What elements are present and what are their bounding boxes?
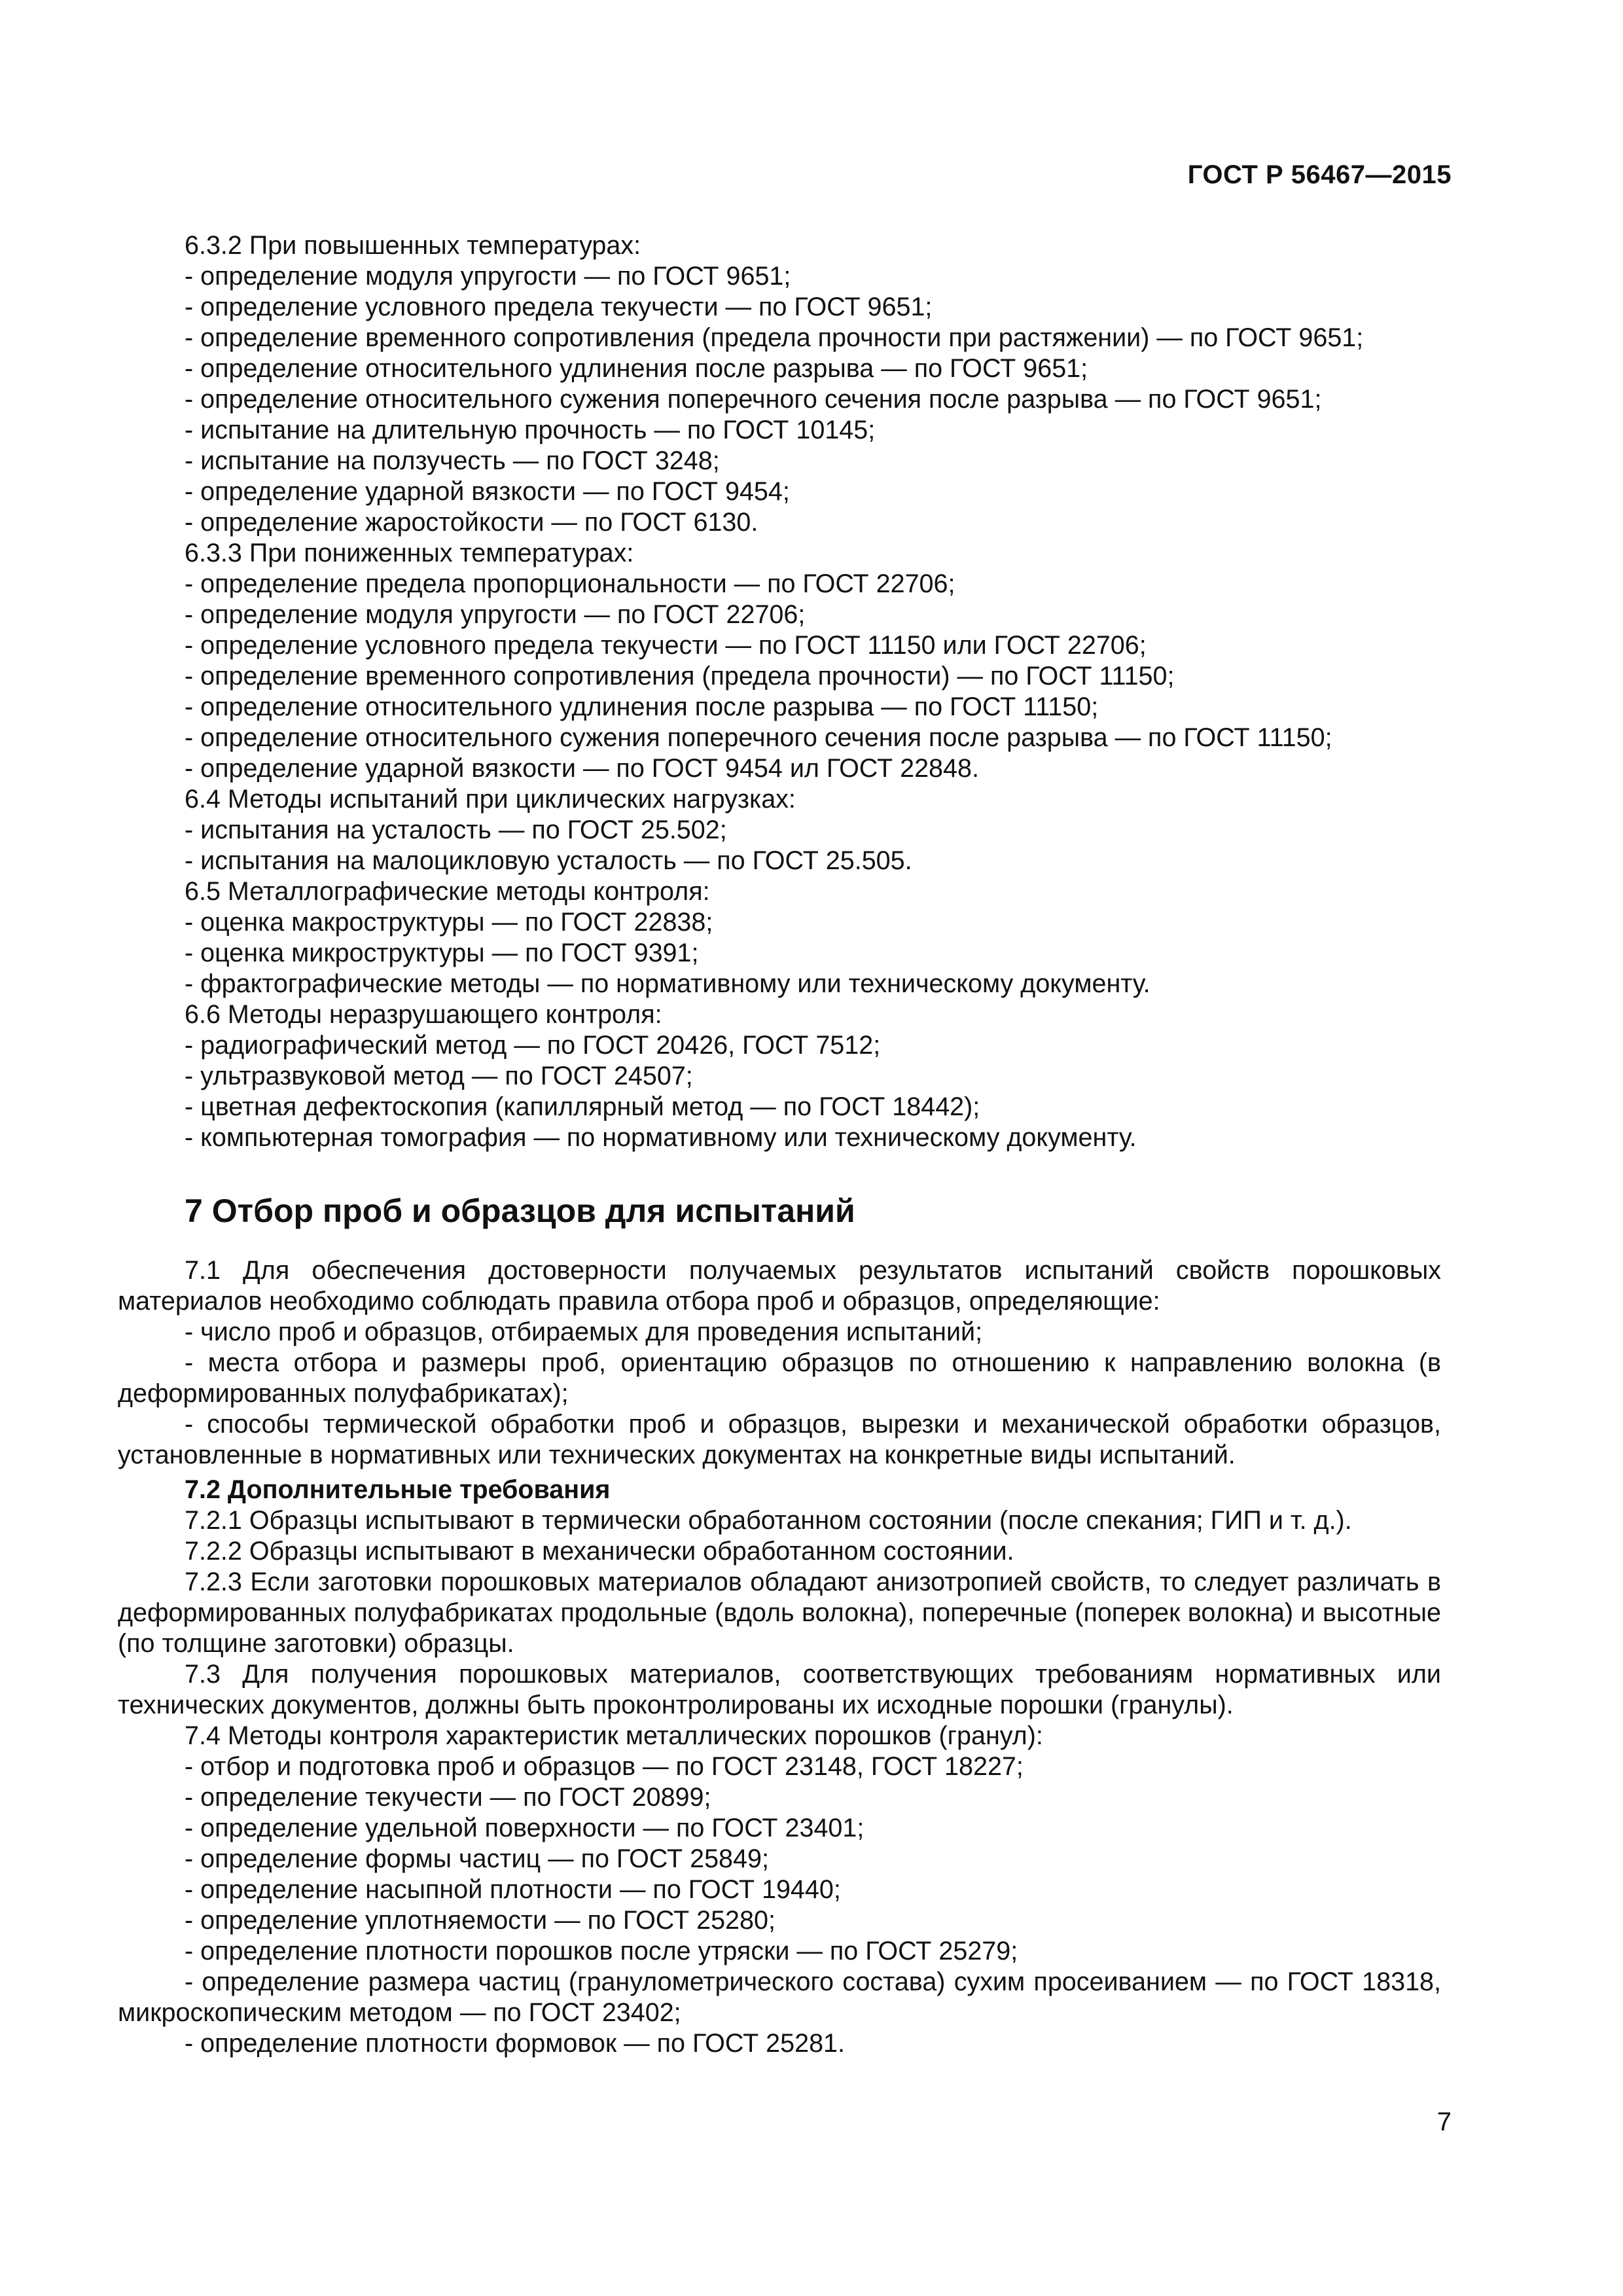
clause-7-2-heading: 7.2 Дополнительные требования: [185, 1475, 611, 1504]
list-item: - определение относительного удлинения после разрыва — по ГОСТ 11150;: [185, 692, 1099, 721]
list-item: - определение плотности формовок — по ГОСТ 25281.: [185, 2029, 845, 2058]
list-item: - испытание на ползучесть — по ГОСТ 3248;: [185, 446, 720, 475]
list-item: - определение плотности порошков после утряски — по ГОСТ 25279;: [185, 1937, 1018, 1965]
clause-7-1: 7.1 Для обеспечения достоверности получаемых результатов испытаний свойств порошковых материалов необходимо соблюдать правила отбора проб и образцов, определяющие:: [118, 1256, 1441, 1316]
list-item: - определение временного сопротивления (предела прочности при растяжении) — по ГОСТ 9651;: [185, 323, 1364, 352]
list-item: - определение условного предела текучести — по ГОСТ 11150 или ГОСТ 22706;: [185, 631, 1147, 660]
clause-6-6: 6.6 Методы неразрушающего контроля:: [185, 1000, 662, 1029]
list-item: - испытания на малоцикловую усталость — по ГОСТ 25.505.: [185, 846, 912, 875]
list-item: - компьютерная томография — по нормативному или техническому документу.: [185, 1123, 1137, 1152]
clause-6-5: 6.5 Металлографические методы контроля:: [185, 877, 710, 906]
list-item: - определение удельной поверхности — по ГОСТ 23401;: [185, 1814, 865, 1842]
clause-6-3-2: 6.3.2 При повышенных температурах:: [185, 231, 641, 260]
list-item: - определение предела пропорциональности — по ГОСТ 22706;: [185, 569, 955, 598]
list-item: - число проб и образцов, отбираемых для проведения испытаний;: [185, 1318, 983, 1346]
list-item: - определение уплотняемости — по ГОСТ 25280;: [185, 1906, 776, 1935]
clause-6-4: 6.4 Методы испытаний при циклических нагрузках:: [185, 785, 796, 814]
list-item: - определение текучести — по ГОСТ 20899;: [185, 1783, 711, 1812]
list-item: - определение ударной вязкости — по ГОСТ 9454 ил ГОСТ 22848.: [185, 754, 979, 783]
list-item: - оценка микроструктуры — по ГОСТ 9391;: [185, 939, 699, 967]
list-item: - определение относительного удлинения после разрыва — по ГОСТ 9651;: [185, 354, 1088, 383]
clause-7-2-1: 7.2.1 Образцы испытывают в термически обработанном состоянии (после спекания; ГИП и т. д.).: [185, 1506, 1352, 1535]
list-item: - определение ударной вязкости — по ГОСТ 9454;: [185, 477, 790, 506]
clause-7-4: 7.4 Методы контроля характеристик металлических порошков (гранул):: [185, 1721, 1043, 1750]
list-item: - отбор и подготовка проб и образцов — по ГОСТ 23148, ГОСТ 18227;: [185, 1752, 1024, 1781]
page-number: 7: [1436, 2108, 1452, 2136]
list-item: - определение формы частиц — по ГОСТ 25849;: [185, 1844, 769, 1873]
list-item: - определение модуля упругости — по ГОСТ 22706;: [185, 600, 806, 629]
list-item: - определение жаростойкости — по ГОСТ 6130.: [185, 508, 758, 537]
list-item: - испытание на длительную прочность — по ГОСТ 10145;: [185, 416, 876, 444]
list-item: - определение условного предела текучести — по ГОСТ 9651;: [185, 293, 933, 321]
list-item: - определение модуля упругости — по ГОСТ 9651;: [185, 262, 791, 291]
clause-7-2-3: 7.2.3 Если заготовки порошковых материалов обладают анизотропией свойств, то следует различать в деформированных полуфабрикатах продольные (вдоль волокна), поперечные (поперек волокна) и высотные (по толщине заготовки) образцы.: [118, 1568, 1441, 1658]
list-item: - места отбора и размеры проб, ориентацию образцов по отношению к направлению волокна (в деформированных полуфабрикатах);: [118, 1348, 1441, 1408]
list-item: - определение размера частиц (гранулометрического состава) сухим просеиванием — по ГОСТ 18318, микроскопическим методом — по ГОСТ 23402;: [118, 1967, 1441, 2027]
list-item: - определение относительного сужения поперечного сечения после разрыва — по ГОСТ 9651;: [185, 385, 1322, 414]
document-body: [118, 230, 1441, 2059]
list-item: - цветная дефектоскопия (капиллярный метод — по ГОСТ 18442);: [185, 1092, 980, 1121]
list-item: - испытания на усталость — по ГОСТ 25.502;: [185, 816, 727, 844]
clause-6-3-3: 6.3.3 При пониженных температурах:: [185, 539, 634, 567]
list-item: - фрактографические методы — по нормативному или техническому документу.: [185, 969, 1150, 998]
clause-7-3: 7.3 Для получения порошковых материалов, соответствующих требованиям нормативных или технических документов, должны быть проконтролированы их исходные порошки (гранулы).: [118, 1660, 1441, 1719]
list-item: - ультразвуковой метод — по ГОСТ 24507;: [185, 1062, 693, 1090]
list-item: - радиографический метод — по ГОСТ 20426, ГОСТ 7512;: [185, 1031, 881, 1060]
document-header-id: ГОСТ Р 56467—2015: [1187, 160, 1452, 189]
section-7-heading: 7 Отбор проб и образцов для испытаний: [185, 1193, 855, 1229]
list-item: - способы термической обработки проб и образцов, вырезки и механической обработки образцов, установленные в нормативных или технических документах на конкретные виды испытаний.: [118, 1410, 1441, 1469]
clause-7-2-2: 7.2.2 Образцы испытывают в механически обработанном состоянии.: [185, 1537, 1014, 1566]
list-item: - определение временного сопротивления (предела прочности) — по ГОСТ 11150;: [185, 662, 1175, 691]
list-item: - определение относительного сужения поперечного сечения после разрыва — по ГОСТ 11150;: [185, 723, 1332, 752]
list-item: - определение насыпной плотности — по ГОСТ 19440;: [185, 1875, 841, 1904]
list-item: - оценка макроструктуры — по ГОСТ 22838;: [185, 908, 713, 937]
